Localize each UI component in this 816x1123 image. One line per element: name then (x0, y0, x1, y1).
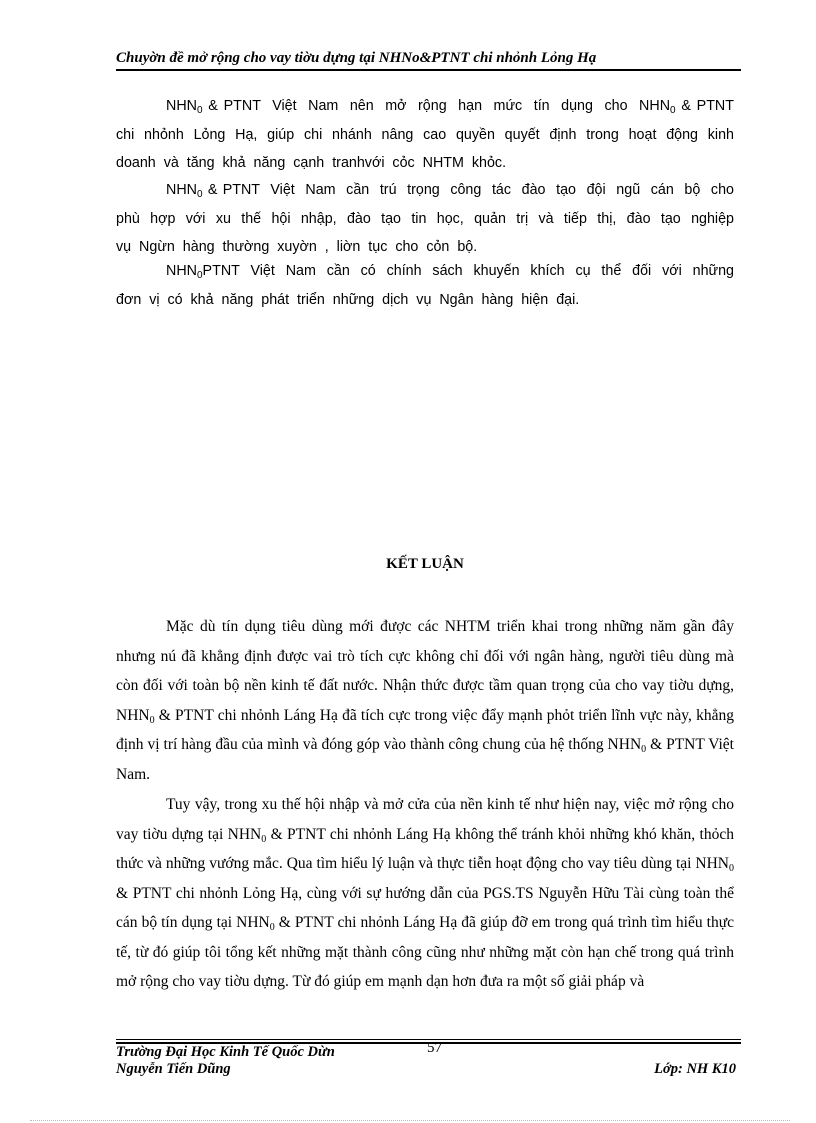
subscript: 0 (729, 863, 734, 874)
subscript: 0 (269, 922, 275, 933)
text-line (116, 176, 734, 205)
conclusion-paragraph (116, 612, 738, 789)
footer-school: Trường Đại Học Kinh Tế Quốc Dừn (116, 1044, 335, 1060)
subscript: 0 (641, 744, 647, 755)
subscript: 0 (196, 270, 203, 281)
text-run: & PTNT Việt Nam. (116, 736, 738, 783)
subscript: 0 (149, 714, 155, 726)
page-edge-dotted-line (30, 1120, 790, 1121)
subscript: 0 (196, 189, 203, 200)
text-run: NHN (166, 182, 197, 198)
text-line (116, 92, 734, 121)
subscript: 0 (261, 833, 267, 845)
text-run: đơn vị có khả năng phát triển những dịch vụ Ngân hàng hiện đại. (116, 291, 580, 308)
text-run: & PTNT chi nhỏnh Lỏng Hạ, cùng với sự hướng dẫn của PGS.TS Nguyễn Hữu Tài cùng toàn thể cán bộ tín dụng tại NHN (116, 855, 738, 931)
text-run: PTNT Việt Nam cần có chính sách khuyến khích cụ thể đối với những (202, 263, 734, 279)
text-line (116, 205, 734, 234)
recommendation-paragraph (116, 257, 734, 314)
recommendation-paragraph (116, 92, 734, 178)
footer-class: Lớp: NH K10 (654, 1061, 736, 1077)
page-number: 57 (427, 1040, 442, 1056)
text-line (116, 121, 734, 150)
text-run: vụ Ngừn hàng thường xuyờn , liờn tục cho cỏn bộ. (116, 239, 478, 255)
conclusion-heading: KẾT LUẬN (386, 556, 464, 572)
text-run: Tuy vậy, trong xu thế hội nhập và mở cửa của nền kinh tế như hiện nay, việc mở rộng cho vay tiờu dựng tại NHN (116, 796, 738, 843)
subscript: 0 (196, 105, 203, 116)
footer-author: Nguyễn Tiến Dũng (116, 1061, 231, 1077)
header-divider (116, 69, 741, 71)
text-run: phù hợp với xu thế hội nhập, đào tạo tin học, quản trị và tiếp thị, đào tạo nghiệp (116, 210, 734, 227)
text-run: & PTNT Việt Nam nên mở rộng hạn mức tín dụng cho NHN (202, 98, 671, 114)
text-run: & PTNT chi nhỏnh Láng Hạ không thể tránh khỏi những khó khăn, thỏch thức và những vướng mắc. Qua tìm hiểu lý luận và thực tiễn hoạt động cho vay tiêu dùng tại NHN (116, 825, 738, 872)
text-run: NHN (166, 98, 197, 114)
subscript: 0 (670, 105, 676, 116)
text-run: & PTNT chi nhỏnh Láng Hạ đã tích cực trong việc đẩy mạnh phỏt triển lĩnh vực này, khẳng định vị trí hàng đầu của mình và đóng góp vào thành công chung của hệ thống NHN (116, 706, 738, 753)
conclusion-paragraph (116, 790, 738, 997)
recommendation-paragraph (116, 176, 734, 262)
text-run: doanh và tăng khả năng cạnh tranhvới cỏc NHTM khỏc. (116, 155, 507, 171)
text-run: NHN (166, 263, 197, 279)
text-line (116, 286, 734, 315)
page-header-title: Chuyờn đề mở rộng cho vay tiờu dựng tại NHNo&PTNT chi nhỏnh Lỏng Hạ (116, 50, 597, 66)
text-run: & PTNT (675, 98, 734, 114)
text-run: & PTNT Việt Nam cần trú trọng công tác đào tạo đội ngũ cán bộ cho (202, 182, 734, 198)
text-run: & PTNT chi nhỏnh Láng Hạ đã giúp đỡ em trong quá trình tìm hiểu thực tế, từ đó giúp tôi tổng kết những mặt thành công cũng như những mặt còn hạn chế trong quá trình mở rộng cho vay tiờu dựng. Từ đó giúp em mạnh dạn hơn đưa ra một số giải pháp và (116, 914, 738, 990)
text-line (116, 149, 734, 178)
text-run: chi nhỏnh Lỏng Hạ, giúp chi nhánh nâng cao quyền quyết định trong hoạt động kinh (116, 126, 734, 143)
text-run: Mặc dù tín dụng tiêu dùng mới được các NHTM triển khai trong những năm gần đây nhưng nú đã khẳng định được vai trò tích cực không chỉ đối với ngân hàng, người tiêu dùng mà còn đối với toàn bộ nền kinh tế đất nước. Nhận thức được tầm quan trọng của cho vay tiờu dựng, NHN (116, 618, 738, 724)
text-line (116, 257, 734, 286)
